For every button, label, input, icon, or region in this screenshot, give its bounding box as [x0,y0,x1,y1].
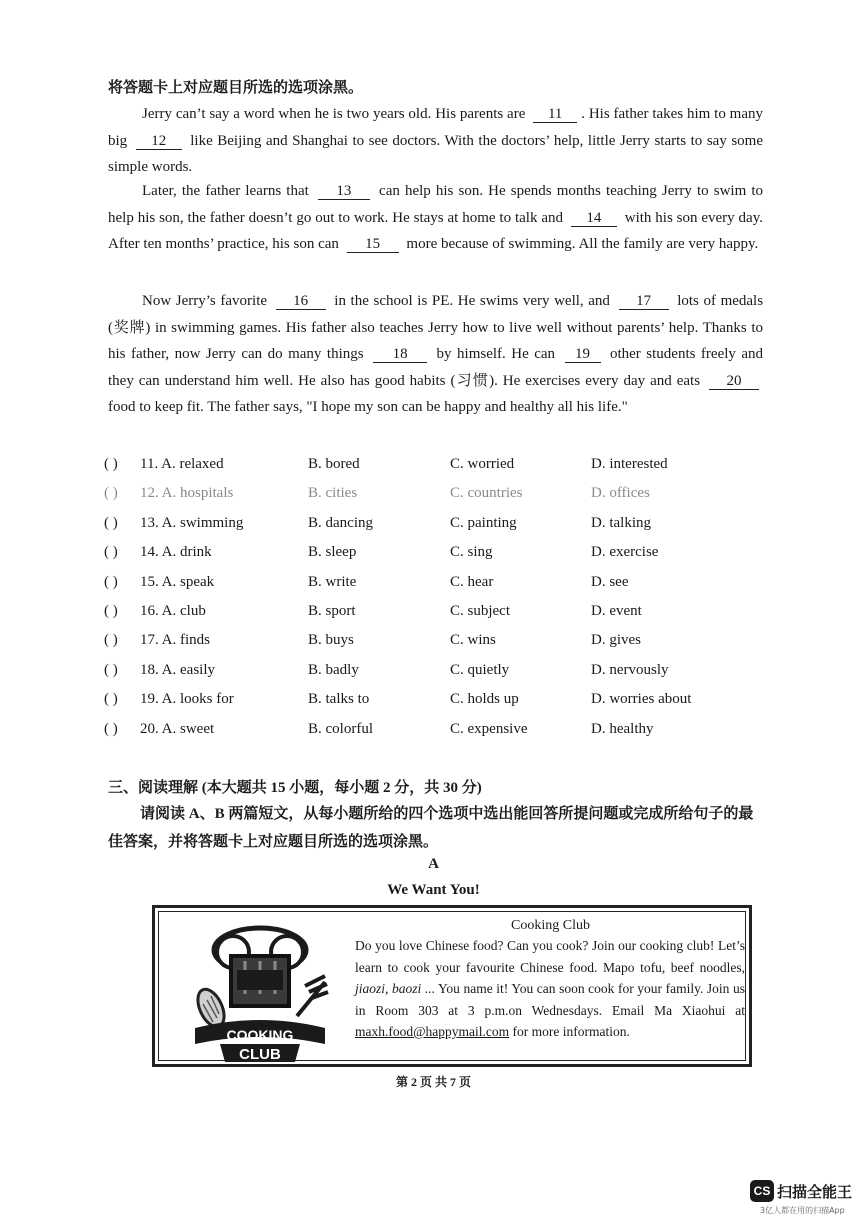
passage-text: lots of medals (奖牌) in swimming games. His father also teaches Jerry how to live well without parents’ help. Thanks to his father, now Jerry can do many things [108,293,764,362]
option-d: D. exercise [591,544,659,561]
logo-text-bottom: CLUB [239,1046,281,1063]
option-b: B. dancing [308,514,373,531]
option-d: D. event [591,602,642,619]
option-c: C. quietly [450,661,510,678]
passage-text: more because of swimming. All the family are very happy. [406,236,759,252]
option-a: 18. A. easily [140,661,215,678]
option-b: B. colorful [308,720,373,737]
part-letter: A [428,856,439,872]
passage-text: food to keep fit. The father says, "I hope my son can be happy and healthy all his life." [108,399,628,415]
ad-italic-text: jiaozi, baozi [355,981,422,996]
passage-text: other students freely and they can understand him well. He also has good habits (习惯). He exercises every day and eats [108,346,764,389]
blank-13: 13 [318,183,370,200]
passage-text: Jerry can’t say a word when he is two years old. His parents are [142,106,526,122]
options-list [104,452,764,746]
fork-icon [297,976,328,1016]
option-b: B. cities [308,485,358,502]
answer-parenthesis: ( ) [104,456,118,472]
blank-17: 17 [619,293,669,310]
option-d: D. offices [591,485,650,502]
blank-12: 12 [136,133,182,150]
option-c: C. countries [450,485,523,502]
option-d: D. interested [591,456,668,472]
option-c: C. painting [450,514,517,531]
question-row-15 [104,570,764,599]
option-a: 13. A. swimming [140,514,244,531]
intro-line: 将答题卡上对应题目所选的选项涂黑。 [108,80,364,96]
camscanner-logo-icon: CS [750,1180,774,1202]
question-row-19 [104,687,764,716]
question-row-18 [104,658,764,687]
page-footer: 第 2 页 共 7 页 [395,1075,471,1089]
option-a: 19. A. looks for [140,691,234,708]
section-title: 三、阅读理解 (本大题共 15 小题，每小题 2 分，共 30 分) [108,780,482,796]
question-row-12 [104,481,764,510]
option-b: B. write [308,573,357,590]
option-c: C. worried [450,456,515,472]
blank-19: 19 [565,346,601,363]
option-a: 20. A. sweet [140,720,215,737]
option-c: C. wins [450,632,496,649]
blank-18: 18 [373,346,427,363]
passage-text: in the school is PE. He swims very well, and [334,293,610,309]
option-a: 12. A. hospitals [140,485,234,502]
option-b: B. badly [308,661,359,678]
option-b: B. sleep [308,544,357,561]
answer-parenthesis: ( ) [104,602,118,619]
blank-14: 14 [571,210,617,227]
logo-text-top: COOKING [226,1027,294,1043]
option-d: D. healthy [591,720,654,737]
passage-text: by himself. He can [436,346,556,362]
option-c: C. hear [450,573,494,590]
question-row-20 [104,717,764,746]
passage-text: Now Jerry’s favorite [142,293,268,309]
answer-parenthesis: ( ) [104,544,118,561]
passage-text: can help his son. He spends months teaching Jerry to swim to help his son, the father doesn’t go out to work. He stays at home to talk and [108,183,764,226]
answer-parenthesis: ( ) [104,573,118,590]
option-d: D. worries about [591,691,692,708]
watermark-name: 扫描全能王 [777,1183,853,1201]
section-instructions: 请阅读 A、B 两篇短文，从每小题所给的四个选项中选出能回答所提问题或完成所给句子的最佳答案，并将答题卡上对应题目所选的选项涂黑。 [108,806,754,850]
option-a: 14. A. drink [140,544,212,561]
cooking-club-logo [175,916,345,1066]
passage-paragraph-2 [108,178,763,258]
passage-text: Later, the father learns that [142,183,309,199]
passage-paragraph-1 [108,101,763,181]
blank-20: 20 [709,373,759,390]
answer-parenthesis: ( ) [104,485,118,502]
ad-text: ... You name it! You can soon cook for your family. Join us in Room 303 at 3 p.m.on Wednesdays. Email Ma Xiaohui at [355,981,746,1018]
question-row-11 [104,452,764,481]
option-c: C. expensive [450,720,528,737]
answer-parenthesis: ( ) [104,514,118,531]
option-a: 16. A. club [140,602,206,619]
option-d: D. see [591,573,629,590]
option-a: 15. A. speak [140,573,215,590]
blank-15: 15 [347,236,399,253]
question-row-14 [104,540,764,569]
option-a: 11. A. relaxed [140,456,224,472]
blank-11: 11 [533,106,577,123]
answer-parenthesis: ( ) [104,691,118,708]
whisk-icon [193,985,230,1031]
question-row-16 [104,599,764,628]
passage-paragraph-3 [108,288,763,421]
chef-hat-icon [214,928,306,1006]
answer-parenthesis: ( ) [104,720,118,737]
option-d: D. talking [591,514,651,531]
ad-text: Do you love Chinese food? Can you cook? Join our cooking club! Let’s learn to cook your favourite Chinese food. Mapo tofu, beef noodles, [355,938,745,975]
ad-text: for more information. [512,1024,630,1039]
option-d: D. nervously [591,661,669,678]
option-b: B. talks to [308,691,370,708]
option-c: C. holds up [450,691,519,708]
option-b: B. buys [308,632,354,649]
passage-text: like Beijing and Shanghai to see doctors. With the doctors’ help, little Jerry starts to say some simple words. [108,132,764,175]
ad-title: We Want You! [387,882,480,898]
passage-text: . His father takes him to many big [108,106,764,149]
question-row-17 [104,628,764,657]
option-b: B. sport [308,602,356,619]
option-c: C. subject [450,602,510,619]
option-c: C. sing [450,544,493,561]
passage-text: with his son every day. After ten months’ practice, his son can [108,209,763,252]
answer-parenthesis: ( ) [104,661,118,678]
advertisement-box [152,905,752,1067]
question-row-13 [104,511,764,540]
email-link[interactable]: maxh.food@happymail.com [355,1024,510,1039]
blank-16: 16 [276,293,326,310]
option-b: B. bored [308,456,360,472]
option-a: 17. A. finds [140,632,211,649]
watermark-subtitle: 3亿人都在用的扫描App [760,1206,845,1215]
club-name: Cooking Club [511,918,590,933]
option-d: D. gives [591,632,641,649]
answer-parenthesis: ( ) [104,632,118,649]
ad-body [355,935,745,1043]
